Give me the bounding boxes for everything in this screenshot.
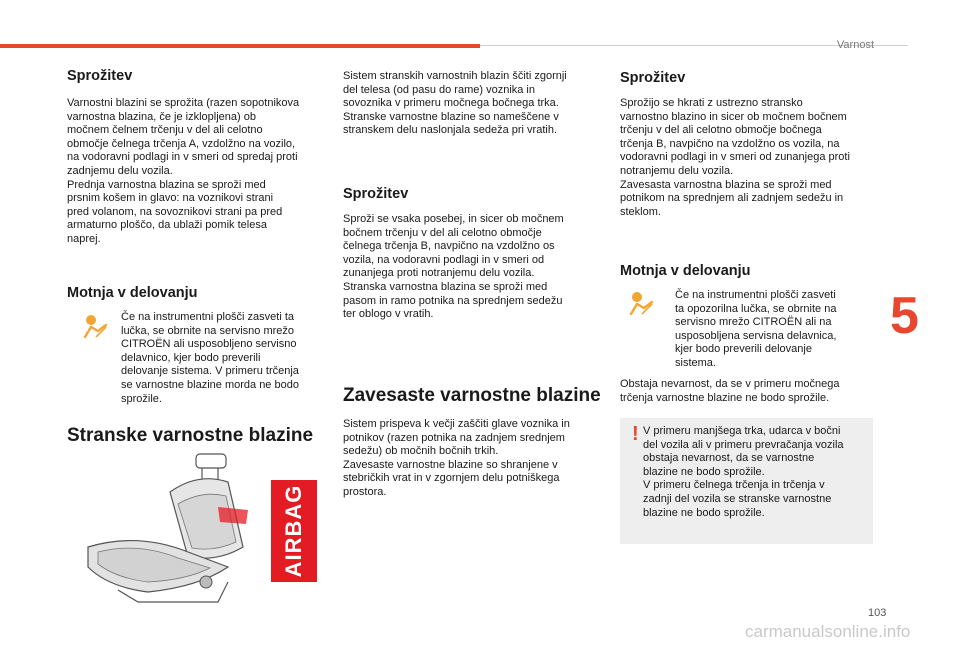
left-heading-deployment: Sprožitev xyxy=(67,68,133,84)
middle-heading-deployment: Sprožitev xyxy=(343,186,409,202)
airbag-warning-icon xyxy=(628,290,654,316)
section-label: Varnost xyxy=(836,39,874,51)
middle-heading-curtain-airbags: Zavesaste varnostne blazine xyxy=(343,385,601,406)
left-warning-text: Če na instrumentni plošči zasveti ta lučka, se obrnite na servisno mrežo CITROËN ali usposobljeno servisno delavnico, kjer bodo preverili delovanje sistema. V primeru trčenja se varnostne blazine morda ne bodo sprožile. xyxy=(121,311,299,405)
left-heading-malfunction: Motnja v delovanju xyxy=(67,285,198,301)
middle-paragraph-curtain: Sistem prispeva k večji zaščiti glave voznika in potnikov (razen potnika na zadnjem srednjem sedežu) ob močnih bočnih trkih. Zavesaste varnostne blazine so shranjene v stebričkih vrat in v zgornjem delu potniškega prostora. xyxy=(343,418,570,498)
right-heading-deployment: Sprožitev xyxy=(620,70,686,86)
right-paragraph-risk: Obstaja nevarnost, da se v primeru močnega trčenja varnostne blazine ne bodo sprožile. xyxy=(620,378,840,404)
header-accent-bar xyxy=(0,44,480,48)
right-paragraph-deployment: Sprožijo se hkrati z ustrezno stransko varnostno blazino in sicer ob močnem bočnem trčenju v del ali celotno območje bočnega trčenja B, navpično na vzdolžno os vozila, na vodoravni podlagi in v smeri od zunanjega proti notranjemu delu vozila. Zavesasta varnostna blazina se sproži med potnikom na sprednjem ali zadnjem sedežu in steklom. xyxy=(620,97,850,218)
left-paragraph-deployment: Varnostni blazini se sprožita (razen sopotnikova varnostna blazina, če je izklopljena) ob močnem čelnem trčenju v del ali celotno območje čelnega trčenja A, vzdolžno na vozilo, na vodoravni podlagi in v smeri od spredaj proti zadnjemu delu vozila. Prednja varnostna blazina se sproži med prsnim košem in glavo: na voznikovi strani pred volanom, na sovoznikovi strani pa pred armaturno ploščo, da ublaži pomik telesa naprej. xyxy=(67,97,300,245)
page-number: 103 xyxy=(868,607,887,619)
middle-paragraph-deployment: Sproži se vsaka posebej, in sicer ob močnem bočnem trčenju v del ali celotno območje čelnega trčenja B, navpično na vzdolžno os vozila, na vodoravni podlagi in v smeri od zunanjega proti notranjemu delu vozila. Stranska varnostna blazina se sproži med pasom in ramo potnika na sprednjem sedežu ter oblogo v vratih. xyxy=(343,213,564,321)
middle-intro-paragraph: Sistem stranskih varnostnih blazin ščiti zgornji del telesa (od pasu do rame) voznika in sovoznika v primeru močnega bočnega trka. Stranske varnostne blazine so nameščene v stranskem delu naslonjala sedeža pri vratih. xyxy=(343,70,567,137)
watermark: carmanualsonline.info xyxy=(745,622,911,641)
right-warning-text: Če na instrumentni plošči zasveti ta opozorilna lučka, se obrnite na servisno mrežo CITROËN ali na usposobljena servisna delavnica, kjer bodo preverili delovanje sistema. xyxy=(675,289,837,369)
seat-illustration xyxy=(78,452,268,607)
airbag-warning-icon xyxy=(82,313,108,339)
chapter-number: 5 xyxy=(890,287,919,345)
exclamation-icon: ! xyxy=(632,423,639,445)
right-heading-malfunction: Motnja v delovanju xyxy=(620,263,751,279)
left-heading-side-airbags: Stranske varnostne blazine xyxy=(67,425,314,446)
airbag-label: AIRBAG xyxy=(271,480,317,582)
note-text: V primeru manjšega trka, udarca v bočni del vozila ali v primeru prevračanja vozila obstaja nevarnost, da se varnostne blazine ne bodo sprožile. V primeru čelnega trčenja in trčenja v zadnji del vozila se stranske varnostne blazine ne bodo sprožile. xyxy=(643,425,844,519)
